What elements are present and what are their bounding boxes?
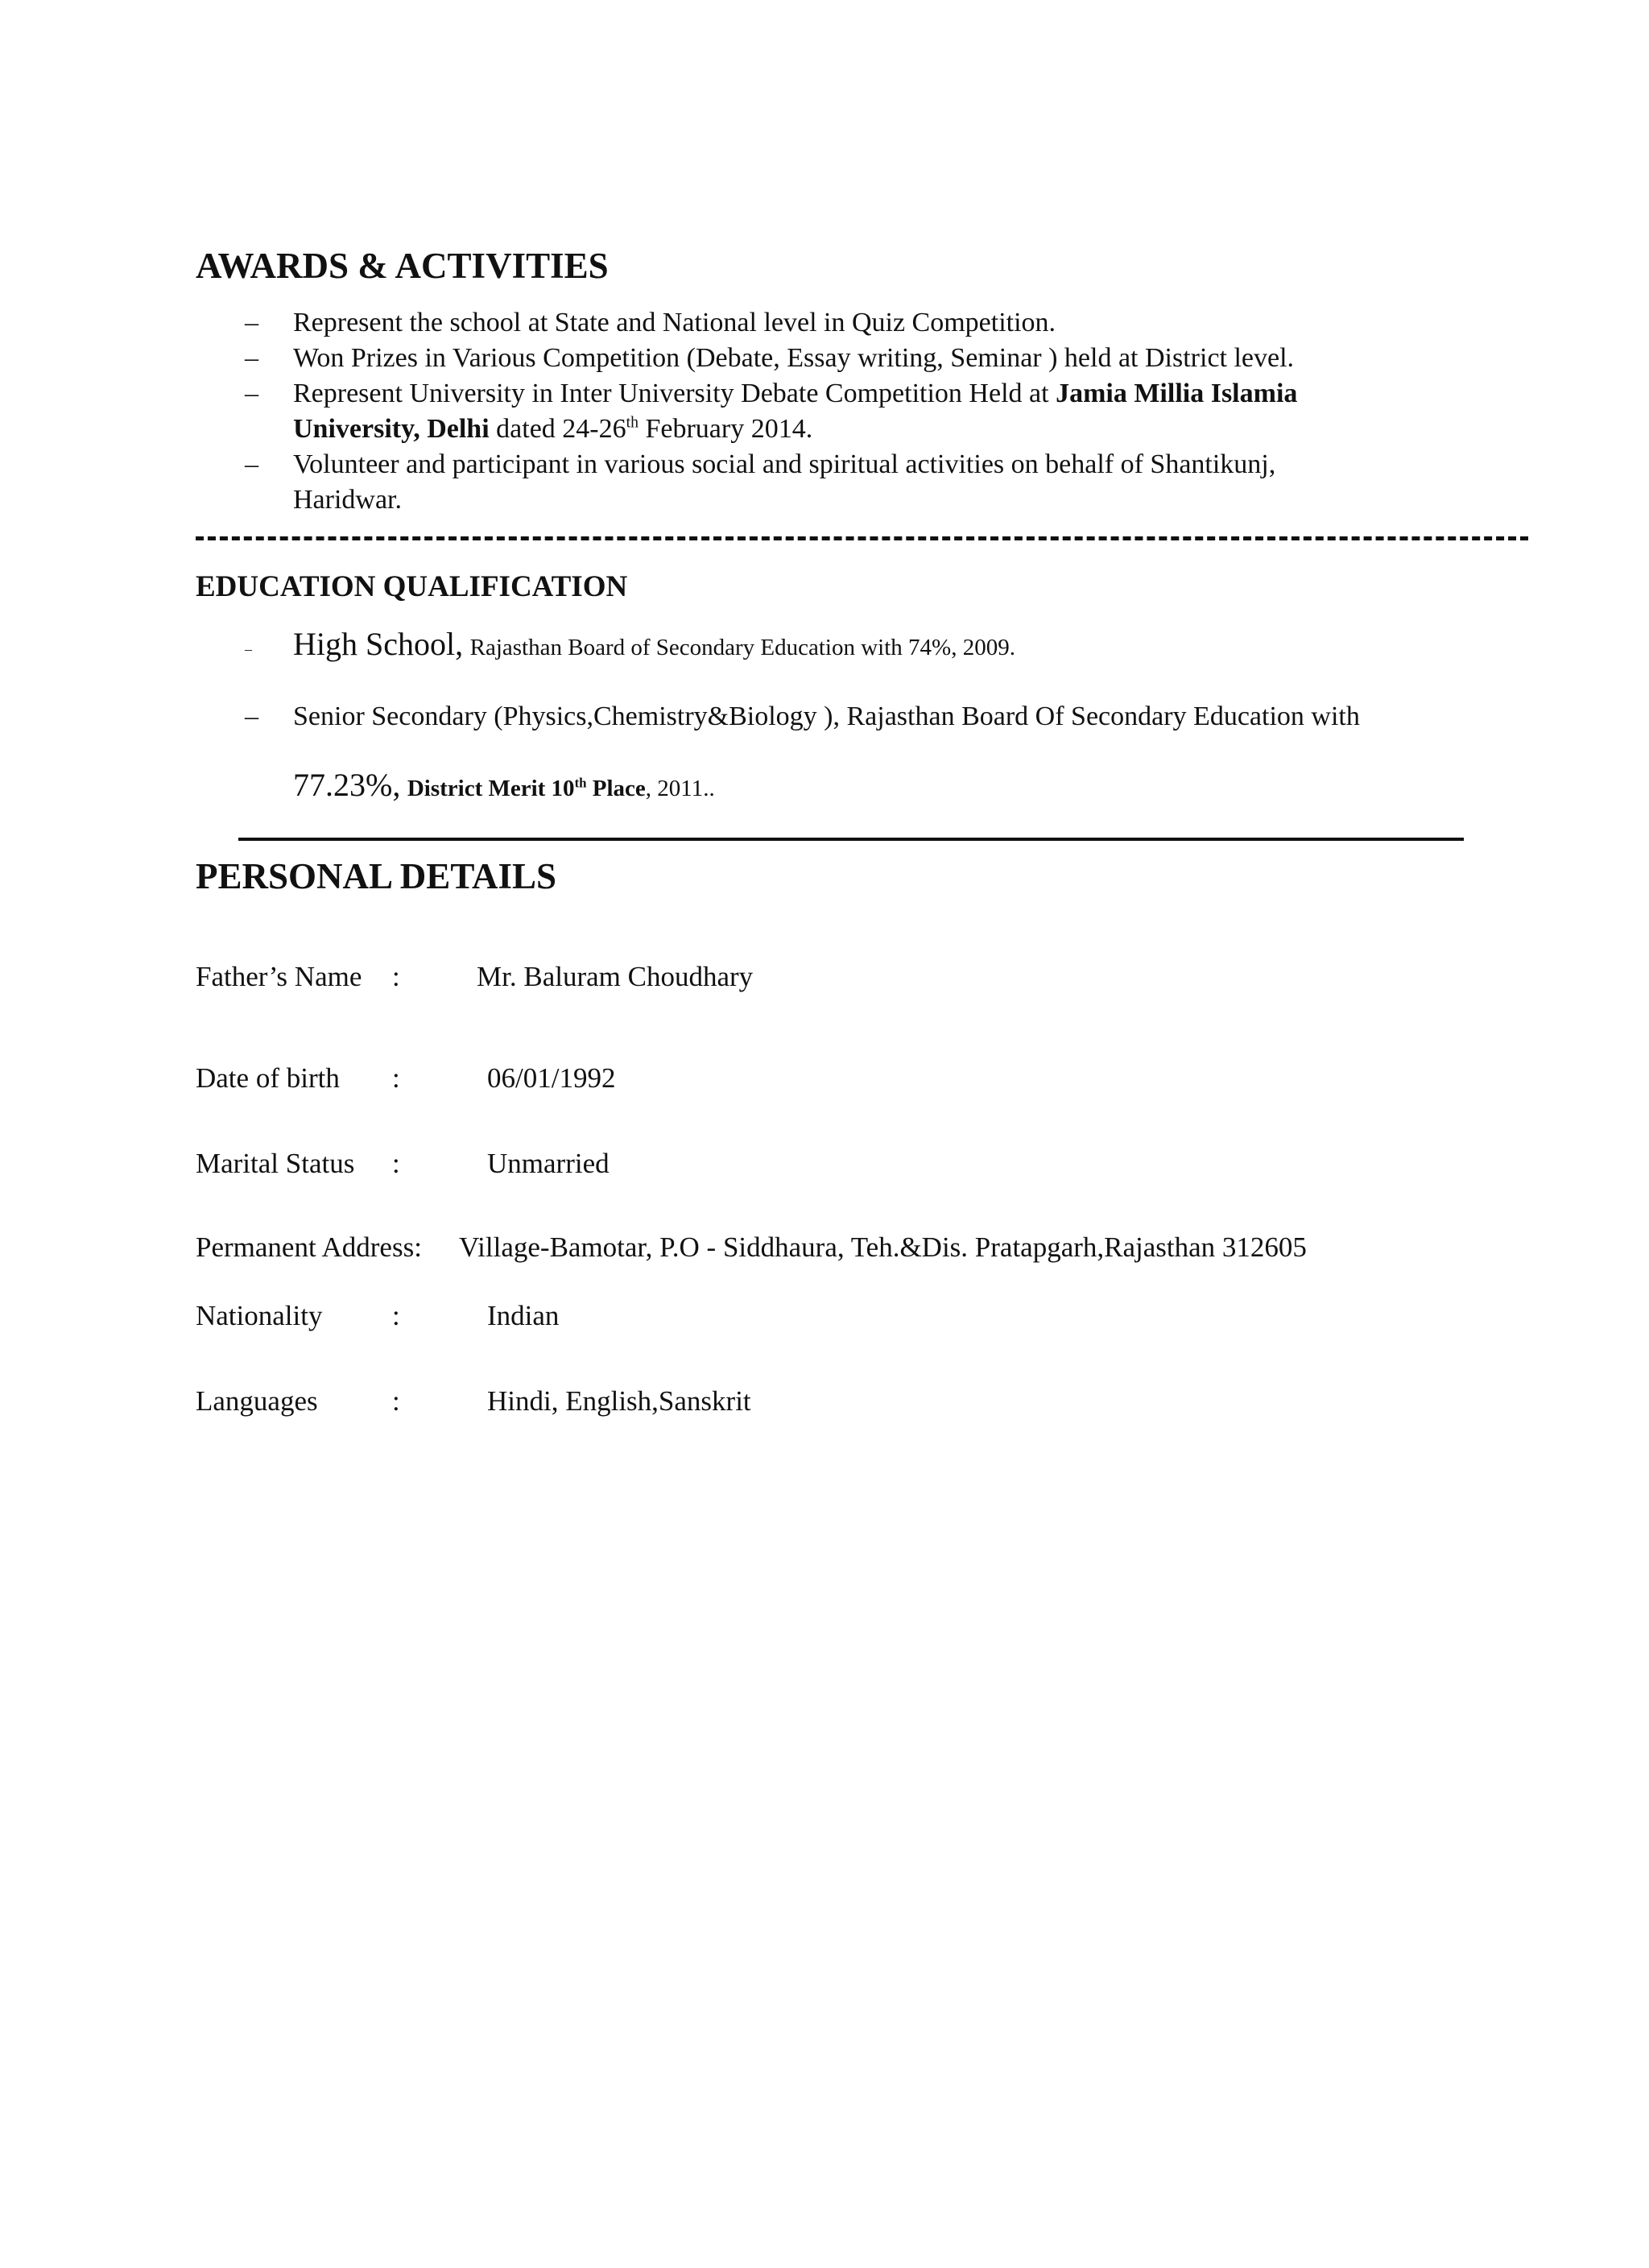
education-heading: EDUCATION QUALIFICATION — [196, 570, 628, 603]
permanent-address-value: Village-Bamotar, P.O - Siddhaura, Teh.&Dis. Pratapgarh,Rajasthan 312605 — [459, 1231, 1307, 1263]
fathers-name-label: Father’s Name — [196, 961, 362, 992]
nationality-colon: : — [392, 1300, 400, 1331]
languages-colon: : — [392, 1385, 400, 1417]
personal-heading: PERSONAL DETAILS — [196, 856, 557, 896]
award-item-3-post: February 2014. — [638, 414, 813, 444]
bullet-dash: – — [245, 702, 258, 731]
high-school-title: High School, — [293, 626, 464, 662]
award-item-3-university: Jamia Millia Islamia University, Delhi — [293, 379, 1298, 444]
date-of-birth-value: 06/01/1992 — [487, 1062, 616, 1094]
marital-status-value: Unmarried — [487, 1148, 610, 1179]
marital-status-colon: : — [392, 1148, 400, 1179]
senior-secondary-year: , 2011.. — [645, 776, 715, 801]
education-item-high-school — [293, 627, 1015, 665]
award-item-1: Represent the school at State and National level in Quiz Competition. — [293, 308, 1056, 337]
bullet-dash: – — [245, 449, 258, 479]
district-merit-pre: District Merit 10 — [407, 776, 575, 801]
award-item-3-sup: th — [626, 413, 639, 432]
award-item-4-line1: Volunteer and participant in various social and spiritual activities on behalf of Shantikunj, — [293, 449, 1276, 479]
marital-status-label: Marital Status — [196, 1148, 355, 1179]
award-item-3-dated: dated 24-26 — [489, 414, 626, 444]
permanent-address-label: Permanent Address: — [196, 1231, 422, 1263]
district-merit-post: Place — [586, 776, 646, 801]
languages-label: Languages — [196, 1385, 318, 1417]
bullet-dash: – — [245, 641, 252, 657]
nationality-value: Indian — [487, 1300, 560, 1331]
bullet-dash: – — [245, 308, 258, 337]
bullet-dash: – — [245, 343, 258, 373]
solid-separator — [238, 838, 1464, 841]
fathers-name-colon: : — [392, 961, 400, 992]
senior-secondary-percent: 77.23%, — [293, 767, 401, 803]
high-school-detail: Rajasthan Board of Secondary Education with 74%, 2009. — [469, 635, 1015, 660]
district-merit — [407, 776, 646, 801]
bullet-dash: – — [245, 379, 258, 408]
fathers-name-value: Mr. Baluram Choudhary — [477, 961, 754, 992]
languages-value: Hindi, English,Sanskrit — [487, 1385, 751, 1417]
dashed-separator — [196, 536, 1528, 540]
award-item-4 — [293, 447, 1469, 518]
education-item-senior-secondary: Senior Secondary (Physics,Chemistry&Biology ), Rajasthan Board Of Secondary Education with — [293, 702, 1360, 731]
award-item-2: Won Prizes in Various Competition (Debate, Essay writing, Seminar ) held at District level. — [293, 343, 1295, 373]
award-item-3 — [293, 376, 1420, 447]
award-item-4-line2: Haridwar. — [293, 485, 403, 515]
nationality-label: Nationality — [196, 1300, 323, 1331]
district-merit-sup: th — [574, 775, 587, 791]
awards-heading: AWARDS & ACTIVITIES — [196, 246, 609, 286]
senior-secondary-result — [293, 768, 715, 806]
date-of-birth-label: Date of birth — [196, 1062, 340, 1094]
date-of-birth-colon: : — [392, 1062, 400, 1094]
award-item-3-pre: Represent University in Inter University Debate Competition Held at — [293, 379, 1056, 408]
